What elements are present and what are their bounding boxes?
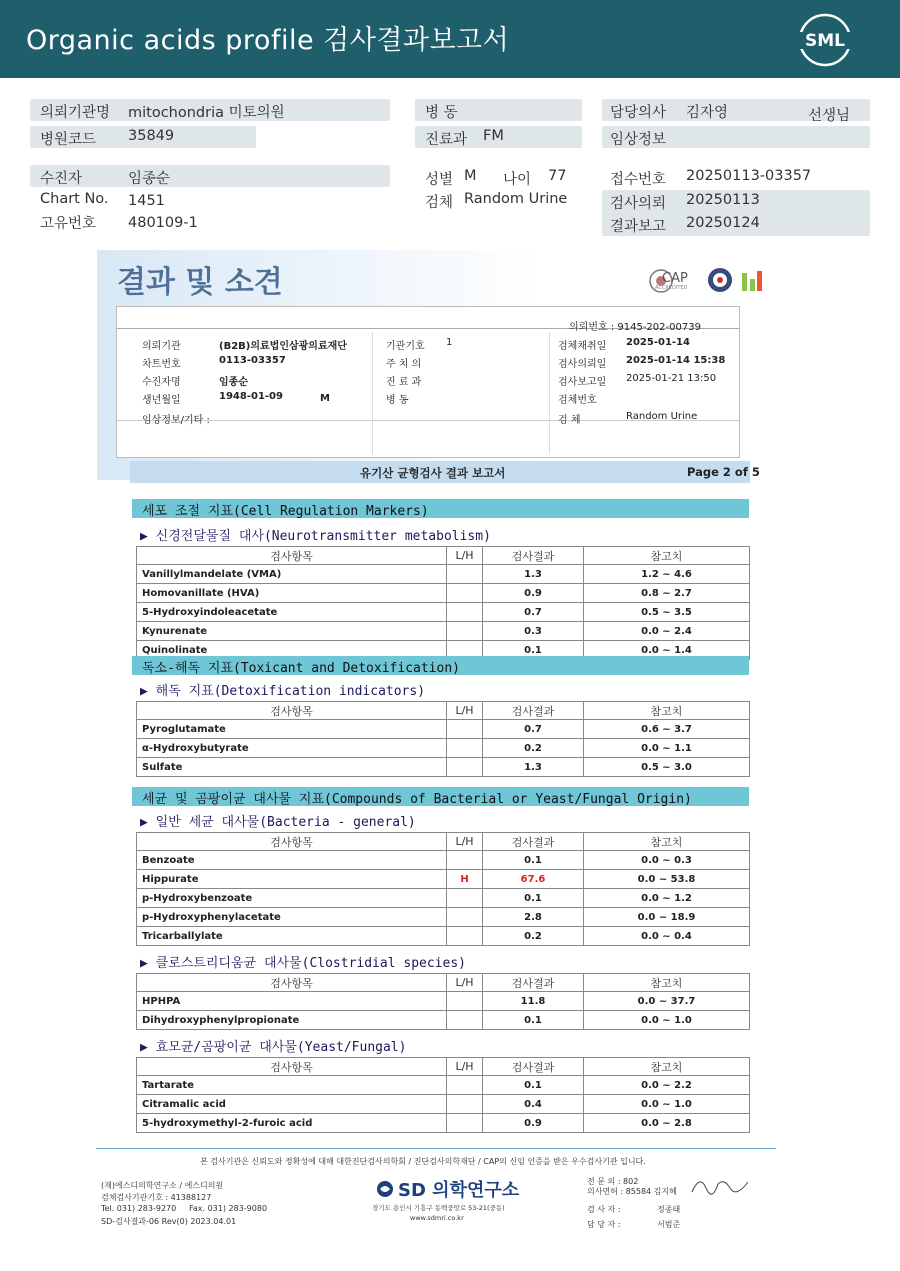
table-row (137, 565, 750, 584)
section-title: 독소-해독 지표(Toxicant and Detoxification) (132, 656, 749, 675)
table-row (137, 870, 750, 889)
table-cell: 0.3 (483, 622, 584, 641)
table-cell (447, 1076, 483, 1095)
table-cell (447, 1114, 483, 1133)
footer-tester: 정종태 (657, 1205, 681, 1214)
report-info-cell: 0113-03357 (219, 355, 286, 366)
column-header: 검사항목 (137, 974, 447, 992)
report-info-cell: 수진자명 (142, 377, 181, 388)
table-cell: 0.0 ~ 0.3 (584, 851, 750, 870)
section-subtitle: ▶ 효모균/곰팡이균 대사물(Yeast/Fungal) (140, 1040, 407, 1055)
table-cell (447, 1095, 483, 1114)
table-row (137, 992, 750, 1011)
column-header: 검사결과 (483, 702, 584, 720)
table-row (137, 851, 750, 870)
table-row (137, 1114, 750, 1133)
table-cell: 0.8 ~ 2.7 (584, 584, 750, 603)
footer-address: 경기도 용인시 기흥구 동백중앙로 53-21(중동) (372, 1204, 505, 1212)
page-title: Organic acids profile 검사결과보고서 (26, 25, 510, 56)
table-cell (447, 758, 483, 777)
table-row (137, 1076, 750, 1095)
report-info-cell: 생년월일 (142, 395, 181, 406)
age-label: 나이 (503, 172, 532, 188)
table-cell: 0.0 ~ 0.4 (584, 927, 750, 946)
table-cell: 0.7 (483, 603, 584, 622)
report-info-cell: 기관기호 (386, 341, 425, 352)
report-main-title: 유기산 균형검사 결과 보고서 Page 2 of 5 (130, 461, 750, 483)
table-header-row (137, 702, 750, 720)
table-cell: Tartarate (137, 1076, 447, 1095)
date-bar: 검사의뢰 20250113 결과보고 20250124 (602, 190, 870, 236)
report-info-cell: 2025-01-14 (626, 337, 690, 348)
table-cell (447, 851, 483, 870)
section-subtitle: ▶ 신경전달물질 대사(Neurotransmitter metabolism) (140, 529, 491, 544)
id-value: 480109-1 (128, 215, 198, 231)
results-table (136, 701, 750, 777)
table-cell: Dihydroxyphenylpropionate (137, 1011, 447, 1030)
report-info-cell: 검사의뢰일 (558, 359, 607, 370)
footer-notice: 본 검사기관은 신뢰도와 정확성에 대해 대한진단검사의학회 / 진단검사의학재단 / CAP의 신임 인증을 받은 우수검사기관 입니다. (200, 1157, 646, 1166)
header-banner (0, 0, 900, 78)
sex-value: M (464, 168, 477, 184)
column-header: 검사결과 (483, 833, 584, 851)
table-cell: 0.1 (483, 851, 584, 870)
results-table (136, 973, 750, 1030)
column-header: 검사결과 (483, 974, 584, 992)
footer-rev: SD-검사결과-06 Rev(0) 2023.04.01 (101, 1217, 237, 1226)
table-cell: Pyroglutamate (137, 720, 447, 739)
column-header: 검사항목 (137, 547, 447, 565)
table-cell: Homovanillate (HVA) (137, 584, 447, 603)
results-table (136, 546, 750, 660)
table-cell: p-Hydroxyphenylacetate (137, 908, 447, 927)
table-cell: 0.2 (483, 927, 584, 946)
footer-manager: 서범준 (657, 1220, 681, 1229)
column-header: 검사항목 (137, 833, 447, 851)
patient-bar: 수진자 임종순 (30, 165, 390, 187)
column-header: 검사결과 (483, 1058, 584, 1076)
table-cell: 1.2 ~ 4.6 (584, 565, 750, 584)
table-cell: 0.0 ~ 2.8 (584, 1114, 750, 1133)
footer-org: (재)에스디의학연구소 / 에스디의원 (101, 1181, 224, 1190)
table-cell: Citramalic acid (137, 1095, 447, 1114)
table-cell (447, 927, 483, 946)
sd-brand: SD 의학연구소 (398, 1180, 520, 1201)
table-cell: 0.0 ~ 2.4 (584, 622, 750, 641)
report-info-cell: 검 체 (558, 415, 581, 426)
table-cell: 5-hydroxymethyl-2-furoic acid (137, 1114, 447, 1133)
report-info-cell: 검체번호 (558, 395, 597, 406)
table-row (137, 1011, 750, 1030)
report-info-cell: 의뢰기관 (142, 341, 181, 352)
table-cell: 0.9 (483, 1114, 584, 1133)
table-cell: 0.0 ~ 2.2 (584, 1076, 750, 1095)
footer-web: www.sdmri.co.kr (410, 1214, 464, 1222)
table-cell (447, 908, 483, 927)
recv-value: 20250113-03357 (686, 168, 812, 184)
column-header: 검사결과 (483, 547, 584, 565)
column-header: 검사항목 (137, 1058, 447, 1076)
report-info-cell: 2025-01-14 15:38 (626, 355, 726, 366)
table-cell: 0.6 ~ 3.7 (584, 720, 750, 739)
report-info-cell: 진 료 과 (386, 377, 422, 388)
sex-label: 성별 (425, 172, 454, 188)
table-cell: 1.3 (483, 565, 584, 584)
footer-tester-label: 검 사 자 : (587, 1205, 621, 1214)
chart-no: 1451 (128, 193, 165, 209)
footer-divider (96, 1148, 776, 1149)
id-label: 고유번호 (40, 216, 97, 232)
report-info-cell: Random Urine (626, 411, 698, 422)
table-cell (447, 720, 483, 739)
column-header: 검사항목 (137, 702, 447, 720)
section-subtitle: ▶ 클로스트리디움균 대사물(Clostridial species) (140, 956, 466, 971)
table-cell: 0.1 (483, 1076, 584, 1095)
results-table (136, 1057, 750, 1133)
footer-manager-label: 담 당 자 : (587, 1220, 621, 1229)
table-cell: 67.6 (483, 870, 584, 889)
dept-bar: 진료과 FM (415, 126, 582, 148)
req-no: 의뢰번호 : 9145-202-00739 (569, 322, 701, 333)
report-info-cell: (B2B)의료법인삼광의료재단 (219, 341, 347, 352)
emblem-icon (706, 266, 734, 294)
report-info-cell: 2025-01-21 13:50 (626, 373, 717, 384)
table-cell: 0.0 ~ 1.0 (584, 1095, 750, 1114)
table-cell: HPHPA (137, 992, 447, 1011)
table-cell: 0.1 (483, 1011, 584, 1030)
table-cell: Quinolinate (137, 641, 447, 660)
age-value: 77 (548, 168, 567, 184)
column-header: 참고치 (584, 1058, 750, 1076)
report-info-cell: 검사보고일 (558, 377, 607, 388)
section-title: 세균 및 곰팡이균 대사물 지표(Compounds of Bacterial or Yeast/Fungal Origin) (132, 787, 749, 806)
table-cell: 0.0 ~ 1.1 (584, 739, 750, 758)
column-header: L/H (447, 974, 483, 992)
code-bar: 병원코드 35849 (30, 126, 256, 148)
table-header-row (137, 833, 750, 851)
table-cell: H (447, 870, 483, 889)
table-cell (447, 1011, 483, 1030)
column-header: 참고치 (584, 974, 750, 992)
column-header: 참고치 (584, 702, 750, 720)
table-cell: Vanillylmandelate (VMA) (137, 565, 447, 584)
table-cell (447, 603, 483, 622)
table-cell (447, 992, 483, 1011)
ward-bar: 병 동 (415, 99, 582, 121)
table-cell: 0.2 (483, 739, 584, 758)
table-cell: Hippurate (137, 870, 447, 889)
table-cell: 0.0 ~ 1.4 (584, 641, 750, 660)
table-row (137, 720, 750, 739)
table-cell (447, 739, 483, 758)
report-info-cell: 임상정보/기타 : (142, 415, 210, 426)
table-row (137, 622, 750, 641)
table-cell: 0.9 (483, 584, 584, 603)
table-cell: α-Hydroxybutyrate (137, 739, 447, 758)
table-header-row (137, 974, 750, 992)
cap-text: CAP (662, 271, 688, 286)
report-info-cell: 임종순 (219, 377, 248, 388)
column-header: L/H (447, 702, 483, 720)
report-info-cell: 병 동 (386, 395, 409, 406)
table-cell: p-Hydroxybenzoate (137, 889, 447, 908)
table-row (137, 1095, 750, 1114)
section-title: 세포 조절 지표(Cell Regulation Markers) (132, 499, 749, 518)
table-cell: Kynurenate (137, 622, 447, 641)
table-cell (447, 622, 483, 641)
footer-code: 검체검사기관기호 : 41388127 (101, 1193, 212, 1202)
sml-logo-icon (797, 12, 853, 68)
section-subtitle: ▶ 해독 지표(Detoxification indicators) (140, 684, 426, 699)
signature-icon (690, 1170, 750, 1200)
table-cell: 0.0 ~ 18.9 (584, 908, 750, 927)
table-header-row (137, 1058, 750, 1076)
table-row (137, 739, 750, 758)
report-title: 결과 및 소견 (117, 265, 283, 300)
results-table (136, 832, 750, 946)
table-cell: 2.8 (483, 908, 584, 927)
footer-tel: Tel. 031) 283-9270 (101, 1204, 177, 1213)
table-cell (447, 889, 483, 908)
table-cell: 0.5 ~ 3.0 (584, 758, 750, 777)
lab-logo-icon (740, 269, 764, 293)
table-cell: 0.1 (483, 889, 584, 908)
table-row (137, 927, 750, 946)
table-cell: 5-Hydroxyindoleacetate (137, 603, 447, 622)
table-cell: 0.0 ~ 1.0 (584, 1011, 750, 1030)
table-row (137, 908, 750, 927)
sml-logo-text: SML (805, 31, 845, 51)
birth-sex: M (320, 393, 330, 404)
column-header: L/H (447, 833, 483, 851)
table-cell: 1.3 (483, 758, 584, 777)
footer-specialist: 전 문 의 : 802 (587, 1177, 639, 1186)
doctor-bar: 담당의사 김자영 선생님 (602, 99, 870, 121)
table-cell: 0.4 (483, 1095, 584, 1114)
inst-bar: 의뢰기관명 mitochondria 미토의원 (30, 99, 390, 121)
report-info-cell: 1948-01-09 (219, 391, 283, 402)
report-info-cell: 주 치 의 (386, 359, 422, 370)
chart-label: Chart No. (40, 191, 109, 207)
sd-logo-icon (376, 1180, 394, 1198)
table-cell: Sulfate (137, 758, 447, 777)
column-header: 참고치 (584, 833, 750, 851)
report-info-cell: 차트번호 (142, 359, 181, 370)
table-cell (447, 584, 483, 603)
table-row (137, 758, 750, 777)
table-row (137, 584, 750, 603)
footer-fax: Fax. 031) 283-9080 (189, 1204, 268, 1213)
recv-label: 접수번호 (610, 172, 667, 188)
report-info-cell: 1 (446, 337, 453, 348)
spec-label: 검체 (425, 195, 454, 211)
table-cell: 0.0 ~ 37.7 (584, 992, 750, 1011)
report-info-cell: 검체채취일 (558, 341, 607, 352)
table-cell: 0.0 ~ 53.8 (584, 870, 750, 889)
table-row (137, 889, 750, 908)
column-header: L/H (447, 1058, 483, 1076)
table-cell: 11.8 (483, 992, 584, 1011)
cap-sub: ACCREDITED (655, 285, 688, 291)
section-subtitle: ▶ 일반 세균 대사물(Bacteria - general) (140, 815, 416, 830)
spec-value: Random Urine (464, 191, 568, 207)
table-cell: Benzoate (137, 851, 447, 870)
footer-license: 의사면허 : 85584 김지혜 (587, 1187, 677, 1196)
column-header: 참고치 (584, 547, 750, 565)
table-cell: 0.0 ~ 1.2 (584, 889, 750, 908)
column-header: L/H (447, 547, 483, 565)
table-row (137, 603, 750, 622)
clinical-bar: 임상정보 (602, 126, 870, 148)
table-cell (447, 565, 483, 584)
table-cell: 0.1 (483, 641, 584, 660)
table-header-row (137, 547, 750, 565)
table-cell: 0.5 ~ 3.5 (584, 603, 750, 622)
table-cell: 0.7 (483, 720, 584, 739)
table-cell: Tricarballylate (137, 927, 447, 946)
